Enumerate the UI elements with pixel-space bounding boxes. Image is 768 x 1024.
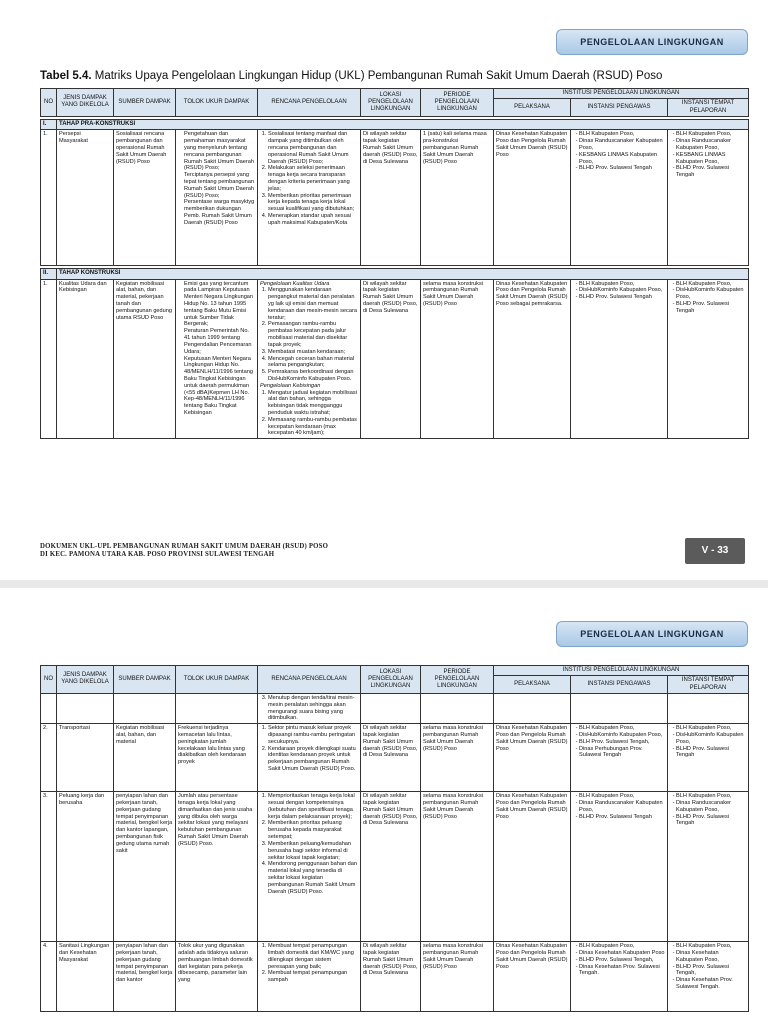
list-item: 3. Memberikan peluang/kemudahan berusaha bagi sektor informal di sekitar lokasi tapak kegiatan; bbox=[268, 841, 358, 861]
list-item: - BLH Kabupaten Poso, bbox=[579, 281, 665, 288]
table-row bbox=[41, 942, 749, 1012]
document-page-2 bbox=[0, 588, 768, 1024]
pelaporan-list bbox=[670, 281, 746, 315]
list-item: - BLHD Prov. Sulawesi Tengah bbox=[676, 301, 746, 315]
list-item: • Emisi gas yang tercantum pada Lampiran Keputusan Menteri Negara Lingkungan Hidup No. 13 tahun 1995 tentang Baku Mutu Emisi untuk Sumber Tidak Bergerak; bbox=[184, 281, 255, 329]
list-item: • Keputusan Menteri Negara Lingkungan Hidup No. 48/MENLH/11/1996 tentang Baku Tingkat Kebisingan untuk daerah permukiman (<55 dBA)Kepmen LH No. Kep-48/MENLH/11/1996 tentang Baku Tingkat Kebisingan bbox=[184, 356, 255, 417]
cell-no: 2. bbox=[41, 724, 57, 792]
cell-lokasi: Di wilayah sekitar tapak kegiatan Rumah Sakit Umum daerah (RSUD) Poso, di Desa Sulewana bbox=[361, 724, 421, 792]
list-item: - Dinas Perhubungan Prov. Sulawesi Tengah bbox=[579, 746, 665, 760]
cell-no: 1. bbox=[41, 279, 57, 439]
cell-sumber: penyiapan lahan dan pekerjaan tanah, pekerjaan gudang tempat penyimpanan material, bengkel kerja dan kantor lapangan, pembangunan fisik gedung utama rumah sakit bbox=[114, 792, 176, 942]
list-item: • Persentase warga masyktyg memberikan dukungan Pemb. Rumah Sakit Umum Daerah (RSUD) Poso bbox=[184, 199, 255, 226]
col-header-tolok: TOLOK UKUR DAMPAK bbox=[176, 666, 258, 694]
cell-rencana bbox=[258, 792, 361, 942]
cell-jenis: Peluang kerja dan berusaha bbox=[57, 792, 114, 942]
list-item: - BLH Kabupaten Poso, bbox=[676, 943, 746, 950]
cell-pelaporan bbox=[668, 130, 749, 266]
list-item: - BLH Kabupaten Poso, bbox=[676, 131, 746, 138]
list-item: 1. Membuat tempat penampungan limbah domestik dari KM/WC yang dilengkapi dengan sistem peresapan yang baik; bbox=[268, 943, 358, 970]
cell-jenis: Transportasi bbox=[57, 724, 114, 792]
footer-line-2: DI KEC. PAMONA UTARA KAB. POSO PROVINSI SULAWESI TENGAH bbox=[40, 551, 275, 559]
cell-pengawas bbox=[571, 279, 668, 439]
pelaporan-list bbox=[670, 725, 746, 759]
list-item: - KESBANG LINMAS Kabupaten Poso, bbox=[676, 152, 746, 166]
list-item: - Dinas Kesehatan Kabupaten Poso bbox=[579, 950, 665, 957]
col-header-tolok: TOLOK UKUR DAMPAK bbox=[176, 89, 258, 117]
ukl-matrix-table bbox=[40, 88, 749, 439]
list-item: - BLHD Prov. Sulawesi Tengah bbox=[676, 746, 746, 760]
list-item: • Terciptanya persepsi yang tepat tentang pembangunan Rumah Sakit Umum Daerah (RSUD) Poso; bbox=[184, 172, 255, 199]
cell-periode: selama masa konstruksi pembangunan Rumah Sakit Umum Daerah (RSUD) Poso bbox=[421, 724, 494, 792]
cell-sumber: Kegiatan mobilisasi alat, bahan, dan material, pekerjaan tanah dan pembangunan gedung utama RSUD Poso bbox=[114, 279, 176, 439]
col-header-rencana: RENCANA PENGELOLAAN bbox=[258, 666, 361, 694]
table-header bbox=[41, 666, 749, 694]
col-header-sumber: SUMBER DAMPAK bbox=[114, 89, 176, 117]
rencana-list bbox=[260, 793, 358, 895]
col-header-pelaksana: PELAKSANA bbox=[494, 99, 571, 117]
cell-no: 1. bbox=[41, 130, 57, 266]
cell-tolok: Jumlah atau persentase tenaga kerja lokal yang dimanfaatkan dan jenis usaha yang dibuka oleh warga sekitar lokasi yang melayani kebutuhan pembangunan Rumah Sakit Umum Daerah (RSUD) Poso. bbox=[176, 792, 258, 942]
cell-periode: selama masa konstruksi pembangunan Rumah Sakit Umum Daerah (RSUD) Poso bbox=[421, 942, 494, 1012]
footer-line-1: DOKUMEN UKL-UPL PEMBANGUNAN RUMAH SAKIT UMUM DAERAH (RSUD) POSO bbox=[40, 543, 329, 550]
pelaporan-list bbox=[670, 793, 746, 827]
cell-pelaksana: Dinas Kesehatan Kabupaten Poso dan Pengelola Rumah Sakit Umum Daerah (RSUD) Poso sebagai pemrakarsa. bbox=[494, 279, 571, 439]
list-item: - BLHD Prov. Sulawesi Tengah bbox=[579, 165, 665, 172]
list-item: - BLH Kabupaten Poso, bbox=[676, 725, 746, 732]
list-item: 3. Membatasi muatan kendaraan; bbox=[268, 349, 358, 356]
cell-sumber: penyiapan lahan dan pekerjaan tanah, pekerjaan gudang tempat penyimpanan material, bengkel kerja dan kantor bbox=[114, 942, 176, 1012]
list-item: - BLHD Prov. Sulawesi Tengah, bbox=[676, 964, 746, 978]
pengawas-list bbox=[573, 131, 665, 172]
table-caption bbox=[40, 70, 662, 82]
table-caption-text: Matriks Upaya Pengelolaan Lingkungan Hidup (UKL) Pembangunan Rumah Sakit Umum Daerah (RSUD) Poso bbox=[94, 70, 663, 82]
cell-sumber: Sosialisasi rencana pembangunan dan operasional Rumah Sakit Umum Daerah (RSUD) Poso bbox=[114, 130, 176, 266]
cell-tolok bbox=[176, 130, 258, 266]
col-header-rencana: RENCANA PENGELOLAAN bbox=[258, 89, 361, 117]
section-title: TAHAP PRA-KONSTRUKSI bbox=[57, 119, 749, 129]
cell-sumber: Kegiatan mobilisasi alat, bahan, dan material bbox=[114, 724, 176, 792]
cell-tolok bbox=[176, 279, 258, 439]
table-header bbox=[41, 89, 749, 117]
col-header-pelaporan: INSTANSI TEMPAT PELAPORAN bbox=[668, 676, 749, 694]
page-number-badge: V - 33 bbox=[685, 538, 745, 564]
col-header-no: NO bbox=[41, 666, 57, 694]
cell-pelaksana: Dinas Kesehatan Kabupaten Poso dan Pengelola Rumah Sakit Umum Daerah (RSUD) Poso bbox=[494, 724, 571, 792]
cell-periode: 1 (satu) kali selama masa pra-konstruksi pembangunan Rumah Sakit Umum Daerah (RSUD) Poso bbox=[421, 130, 494, 266]
list-item: 2. Memberikan prioritas peluang berusaha kepada masyarakat setempat; bbox=[268, 820, 358, 840]
col-header-institusi: INSTITUSI PENGELOLAAN LINGKUNGAN bbox=[494, 666, 749, 676]
col-header-lokasi: LOKASI PENGELOLAAN LINGKUNGAN bbox=[361, 666, 421, 694]
list-item: 2. Memasang rambu-rambu pembatas kecepatan kendaraan (max kecepatan 40 km/jam); bbox=[268, 417, 358, 437]
rencana-list bbox=[260, 131, 358, 226]
list-item: 1. Sosialisasi tentang manfaat dan dampak yang ditimbulkan oleh rencana pembangunan dan operasional Rumah Sakit Umum Daerah (RSUD) Poso; bbox=[268, 131, 358, 165]
ukl-matrix-table-continued bbox=[40, 665, 749, 1012]
pengawas-list bbox=[573, 281, 665, 301]
list-item: - BLH Kabupaten Poso, bbox=[676, 793, 746, 800]
cell-pengawas bbox=[571, 942, 668, 1012]
list-item: 2. Kendaraan proyek dilengkapi suatu identitas kendaraan proyek untuk pekerjaan pembangunan Rumah Sakit Umum Daerah (RSUD) Poso. bbox=[268, 746, 358, 773]
list-item: - BLHD Prov. Sulawesi Tengah bbox=[579, 294, 665, 301]
cell-rencana bbox=[258, 942, 361, 1012]
pelaporan-list bbox=[670, 131, 746, 179]
list-item: 2. Pemasangan rambu-rambu pembatas kecepatan pada jalur mobilisasi material dan disekitar tapak proyek; bbox=[268, 321, 358, 348]
cell-no: 3. bbox=[41, 792, 57, 942]
rencana-subheading: Pengelolaan Kualitas Udara bbox=[260, 280, 330, 287]
cell-rencana bbox=[258, 724, 361, 792]
cell-lokasi: Di wilayah sekitar tapak kegiatan Rumah Sakit Umum daerah (RSUD) Poso, di Desa Sulewana bbox=[361, 130, 421, 266]
col-header-pelaksana: PELAKSANA bbox=[494, 676, 571, 694]
rencana-list bbox=[260, 943, 358, 984]
table-row-continued bbox=[41, 693, 749, 723]
list-item: 5. Pemrakarsa berkoordinasi dengan DisHubKominfo Kabupaten Poso. bbox=[268, 369, 358, 383]
rencana-subheading: Pengelolaan Kebisingan bbox=[260, 382, 321, 389]
list-item: • Pengetahuan dan pemahaman masyarakat yang menyeluruh tentang rencana pembangunan Rumah Sakit Umum Daerah (RSUD) Poso; bbox=[184, 131, 255, 172]
rencana-list bbox=[260, 695, 358, 722]
cell-lokasi: Di wilayah sekitar tapak kegiatan Rumah Sakit Umum daerah (RSUD) Poso, di Desa Sulewana bbox=[361, 942, 421, 1012]
section-title: TAHAP KONSTRUKSI bbox=[57, 269, 749, 279]
list-item: - BLH Kabupaten Poso, bbox=[579, 725, 665, 732]
list-item: - Dinas Kesehatan Prov. Sulawesi Tengah. bbox=[676, 977, 746, 991]
list-item: - KESBANG LINMAS Kabupaten Poso, bbox=[579, 152, 665, 166]
pelaporan-list bbox=[670, 943, 746, 991]
col-header-periode: PERIODE PENGELOLAAN LINGKUNGAN bbox=[421, 89, 494, 117]
cell-pelaksana: Dinas Kesehatan Kabupaten Poso dan Pengelola Rumah Sakit Umum Daerah (RSUD) Poso bbox=[494, 942, 571, 1012]
col-header-pelaporan: INSTANSI TEMPAT PELAPORAN bbox=[668, 99, 749, 117]
cell-pengawas bbox=[571, 130, 668, 266]
col-header-pengawas: INSTANSI PENGAWAS bbox=[571, 99, 668, 117]
col-header-institusi: INSTITUSI PENGELOLAAN LINGKUNGAN bbox=[494, 89, 749, 99]
list-item: 1. Sektor pintu masuk keluar proyek dipasangi rambu-rambu peringatan secukupnya. bbox=[268, 725, 358, 745]
list-item: 4. Menerapkan standar upah sesuai upah maksimal Kabupaten/Kota bbox=[268, 213, 358, 227]
table-caption-label: Tabel 5.4. bbox=[40, 70, 92, 82]
cell-tolok: Tolok ukur yang digunakan adalah ada tidaknya saluran pembuangan limbah domestik dari kegiatan para pekerja dibesecamp, parameter lain yang bbox=[176, 942, 258, 1012]
col-header-jenis: JENIS DAMPAK YANG DIKELOLA bbox=[57, 89, 114, 117]
cell-pelaporan bbox=[668, 279, 749, 439]
cell-no: 4. bbox=[41, 942, 57, 1012]
list-item: - DisHubKominfo Kabupaten Poso, bbox=[579, 732, 665, 739]
col-header-no: NO bbox=[41, 89, 57, 117]
section-row-pra-konstruksi bbox=[41, 119, 749, 129]
list-item: - Dinas Randuscanaker Kabupaten Poso, bbox=[676, 800, 746, 814]
list-item: - Dinas Randuscanaker Kabupaten Poso, bbox=[676, 138, 746, 152]
list-item: 2. Melakukan seleksi penerimaan tenaga kerja secara transparan dengan kriteria penerimaan yang jelas; bbox=[268, 165, 358, 192]
cell-rencana bbox=[258, 130, 361, 266]
list-item: - BLH Kabupaten Poso, bbox=[676, 281, 746, 288]
pengawas-list bbox=[573, 725, 665, 759]
pengawas-list bbox=[573, 943, 665, 977]
table-row bbox=[41, 724, 749, 792]
list-item: - Dinas Kesehatan Prov. Sulawesi Tengah. bbox=[579, 964, 665, 978]
cell-rencana bbox=[258, 279, 361, 439]
list-item: 1. Menggunakan kendaraan pengangkut material dan peralatan yg laik uji emisi dan memuat kendaraan dan mesin-mesin secara teratur; bbox=[268, 287, 358, 321]
cell-rencana bbox=[258, 693, 361, 723]
rencana-list bbox=[260, 287, 358, 382]
table-row bbox=[41, 792, 749, 942]
list-item: - BLH Prov. Sulawesi Tengah, bbox=[579, 739, 665, 746]
cell-pelaporan bbox=[668, 724, 749, 792]
list-item: 2. Membuat tempat penampungan sampah bbox=[268, 970, 358, 984]
pengawas-list bbox=[573, 793, 665, 820]
list-item: - BLHD Prov. Sulawesi Tengah bbox=[579, 814, 665, 821]
list-item: - BLH Kabupaten Poso, bbox=[579, 131, 665, 138]
cell-periode: selama masa konstruksi pembangunan Rumah Sakit Umum Daerah (RSUD) Poso bbox=[421, 792, 494, 942]
list-item: - BLHD Prov. Sulawesi Tengah bbox=[676, 814, 746, 828]
document-footer bbox=[40, 543, 328, 560]
list-item: - DisHubKominfo Kabupaten Poso, bbox=[676, 732, 746, 746]
cell-pelaporan bbox=[668, 942, 749, 1012]
list-item: 1. Mengatur jadual kegiatan mobilisasi alat dan bahan, sehingga kebisingan tidak mengganggu penduduk waktu istrahat; bbox=[268, 390, 358, 417]
cell-pengawas bbox=[571, 792, 668, 942]
col-header-pengawas: INSTANSI PENGAWAS bbox=[571, 676, 668, 694]
list-item: • Peraturan Pemerintah No. 41 tahun 1999 tentang Pengendalian Pencemaran Udara; bbox=[184, 328, 255, 355]
list-item: 1. Memprioritaskan tenaga kerja lokal sesuai dengan kompetensinya (kebutuhan dan spesifikasi tenaga kerja dalam pelaksanaan proyek); bbox=[268, 793, 358, 820]
section-number: II. bbox=[41, 269, 57, 279]
cell-tolok: Frekuensi terjadinya kemacetan lalu lintas, peningkatan jumlah kecelakaan lalu lintas yang diakibatkan oleh kendaraan proyek bbox=[176, 724, 258, 792]
cell-lokasi: Di wilayah sekitar tapak kegiatan Rumah Sakit Umum daerah (RSUD) Poso, di Desa Sulewana bbox=[361, 279, 421, 439]
col-header-jenis: JENIS DAMPAK YANG DIKELOLA bbox=[57, 666, 114, 694]
section-row-konstruksi bbox=[41, 269, 749, 279]
cell-jenis: Kualitas Udara dan Kebisingan bbox=[57, 279, 114, 439]
list-item: - Dinas Randuscanaker Kabupaten Poso, bbox=[579, 800, 665, 814]
col-header-lokasi: LOKASI PENGELOLAAN LINGKUNGAN bbox=[361, 89, 421, 117]
list-item: - DisHubKominfo Kabupaten Poso, bbox=[579, 287, 665, 294]
section-number: I. bbox=[41, 119, 57, 129]
page-separator bbox=[0, 580, 768, 588]
list-item: 4. Mencegah ceceran bahan material selama pengangkutan; bbox=[268, 356, 358, 370]
cell-jenis: Sanitasi Lingkungan dan Kesehatan Masyarakat bbox=[57, 942, 114, 1012]
cell-pelaporan bbox=[668, 792, 749, 942]
cell-pelaksana: Dinas Kesehatan Kabupaten Poso dan Pengelola Rumah Sakit Umum Daerah (RSUD) Poso bbox=[494, 792, 571, 942]
list-item: - Dinas Kesehatan Kabupaten Poso, bbox=[676, 950, 746, 964]
list-item: - BLHD Prov. Sulawesi Tengah, bbox=[579, 957, 665, 964]
list-item: 3. Menutup dengan tenda/tirai mesin-mesin peralatan sehingga akan mengurangi suara bising yang ditimbulkan. bbox=[268, 695, 358, 722]
rencana-list bbox=[260, 390, 358, 438]
col-header-sumber: SUMBER DAMPAK bbox=[114, 666, 176, 694]
list-item: - Dinas Randuscanaker Kabupaten Poso, bbox=[579, 138, 665, 152]
rencana-list bbox=[260, 725, 358, 773]
col-header-periode: PERIODE PENGELOLAAN LINGKUNGAN bbox=[421, 666, 494, 694]
table-row bbox=[41, 279, 749, 439]
cell-pelaksana: Dinas Kesehatan Kabupaten Poso dan Pengelola Rumah Sakit Umum Daerah (RSUD) Poso bbox=[494, 130, 571, 266]
section-header-tag: PENGELOLAAN LINGKUNGAN bbox=[556, 29, 748, 55]
list-item: - BLH Kabupaten Poso, bbox=[579, 943, 665, 950]
list-item: - BLHD Prov. Sulawesi Tengah bbox=[676, 165, 746, 179]
section-header-tag: PENGELOLAAN LINGKUNGAN bbox=[556, 621, 748, 647]
list-item: - DisHubKominfo Kabupaten Poso, bbox=[676, 287, 746, 301]
tolok-list bbox=[178, 131, 255, 226]
list-item: - BLH Kabupaten Poso, bbox=[579, 793, 665, 800]
list-item: 4. Mendorong penggunaan bahan dan material lokal yang tersedia di sekitar lokasi kegiatan pembangunan Rumah Sakit Umum Daerah (RSUD) Poso. bbox=[268, 861, 358, 895]
list-item: 3. Memberikan prioritas penerimaan kerja kepada tenaga kerja lokal sesuai kualifikasi yang dibutuhkan; bbox=[268, 193, 358, 213]
cell-pengawas bbox=[571, 724, 668, 792]
cell-lokasi: Di wilayah sekitar tapak kegiatan Rumah Sakit Umum daerah (RSUD) Poso, di Desa Sulewana bbox=[361, 792, 421, 942]
cell-jenis: Persepsi Masyarakat bbox=[57, 130, 114, 266]
table-row bbox=[41, 130, 749, 266]
tolok-list bbox=[178, 281, 255, 417]
cell-periode: selama masa konstruksi pembangunan Rumah Sakit Umum Daerah (RSUD) Poso bbox=[421, 279, 494, 439]
